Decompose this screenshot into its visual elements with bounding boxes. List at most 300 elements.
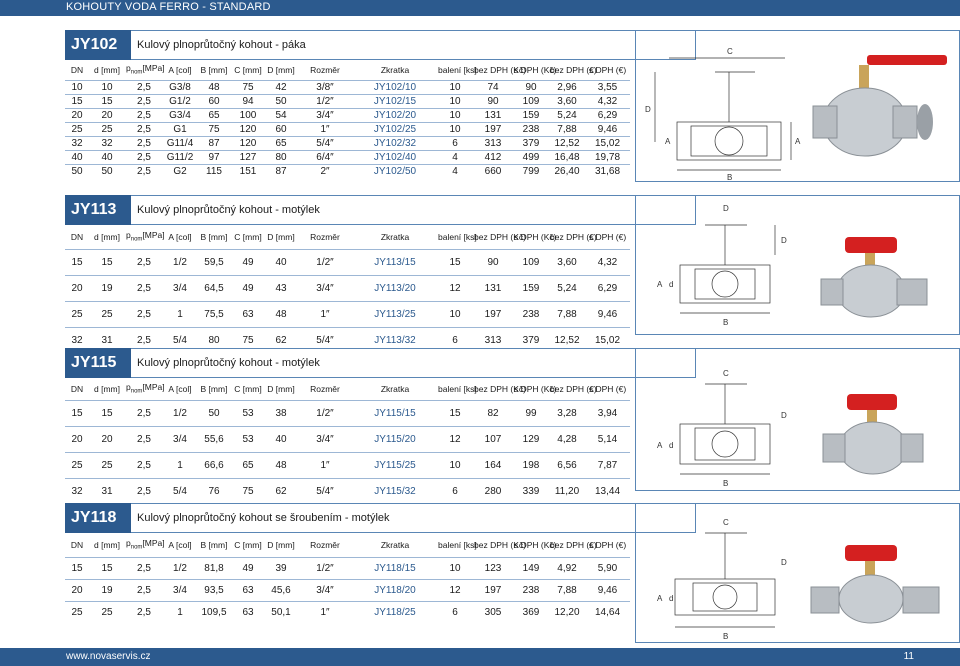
cell-dd: 40	[265, 249, 297, 275]
cell-d: 20	[89, 426, 125, 452]
pressure-subscript: nom	[130, 237, 143, 244]
cell-zkratka: JY113/20	[353, 275, 437, 301]
dim-dsmall-label: d	[669, 594, 674, 603]
cell-zkratka: JY113/15	[353, 249, 437, 275]
column-header-a: A [col]	[168, 383, 192, 394]
column-header-dd: D [mm]	[267, 539, 295, 550]
table-row	[65, 94, 630, 108]
cell-c: 49	[231, 557, 265, 579]
cell-bez_kc: 280	[473, 478, 513, 504]
cell-dn: 20	[65, 108, 89, 122]
cell-s_kc: 379	[513, 136, 549, 150]
dim-d-label: D	[781, 558, 787, 567]
table-row	[65, 426, 630, 452]
cell-s_kc: 238	[513, 122, 549, 136]
cell-bez_eur: 11,20	[549, 478, 585, 504]
cell-dn: 20	[65, 426, 89, 452]
cell-zkratka: JY115/32	[353, 478, 437, 504]
cell-a: 3/4	[163, 275, 197, 301]
cell-dd: 40	[265, 426, 297, 452]
column-header-s_eur: s DPH (€)	[588, 64, 627, 75]
cell-bez_kc: 412	[473, 150, 513, 164]
cell-baleni: 15	[437, 249, 473, 275]
table-row	[65, 108, 630, 122]
cell-b: 87	[197, 136, 231, 150]
cell-c: 100	[231, 108, 265, 122]
cell-rozmer: 3/4″	[297, 275, 353, 301]
column-header-dd: D [mm]	[267, 383, 295, 394]
cell-bez_kc: 107	[473, 426, 513, 452]
cell-zkratka: JY102/32	[353, 136, 437, 150]
product-table	[65, 225, 630, 353]
cell-bez_eur: 7,88	[549, 122, 585, 136]
table-row	[65, 80, 630, 94]
cell-a: 1/2	[163, 400, 197, 426]
product-name: Kulový plnoprůtočný kohout se šroubením - motýlek	[137, 512, 390, 524]
cell-p: 2,5	[125, 108, 163, 122]
cell-p: 2,5	[125, 301, 163, 327]
cell-baleni: 10	[437, 80, 473, 94]
cell-zkratka: JY115/25	[353, 452, 437, 478]
cell-rozmer: 1/2″	[297, 557, 353, 579]
column-header-s_kc: s DPH (Kč)	[514, 383, 557, 394]
cell-dn: 20	[65, 579, 89, 601]
cell-dn: 25	[65, 452, 89, 478]
cell-dd: 50,1	[265, 601, 297, 623]
cell-bez_kc: 90	[473, 94, 513, 108]
column-header-dd: D [mm]	[267, 64, 295, 75]
cell-bez_eur: 12,52	[549, 136, 585, 150]
dim-dsmall-label: d	[669, 280, 674, 289]
cell-s_kc: 159	[513, 108, 549, 122]
pressure-unit: [MPa]	[142, 230, 165, 241]
cell-bez_kc: 197	[473, 579, 513, 601]
column-header-rozmer: Rozměr	[310, 231, 340, 242]
dim-c-label: C	[723, 369, 729, 378]
cell-baleni: 12	[437, 275, 473, 301]
cell-c: 75	[231, 478, 265, 504]
cell-bez_eur: 7,88	[549, 301, 585, 327]
cell-dd: 87	[265, 164, 297, 178]
section-header	[65, 503, 625, 533]
cell-bez_eur: 3,28	[549, 400, 585, 426]
pressure-unit: [MPa]	[142, 63, 165, 74]
table-row	[65, 400, 630, 426]
dim-a-label: A	[657, 594, 663, 603]
cell-dn: 10	[65, 80, 89, 94]
cell-s_kc: 99	[513, 400, 549, 426]
cell-d: 15	[89, 249, 125, 275]
cell-a: G2	[163, 164, 197, 178]
cell-d: 25	[89, 301, 125, 327]
column-header-b: B [mm]	[200, 231, 228, 242]
cell-dn: 25	[65, 601, 89, 623]
column-header-dn: DN	[70, 231, 84, 242]
column-header-b: B [mm]	[200, 64, 228, 75]
cell-s_eur: 7,87	[585, 452, 630, 478]
table-row	[65, 557, 630, 579]
column-header-a: A [col]	[168, 539, 192, 550]
cell-b: 80	[197, 327, 231, 353]
cell-c: 53	[231, 426, 265, 452]
jy118-technical-drawing	[635, 503, 960, 643]
table-row	[65, 301, 630, 327]
catalog-title: KOHOUTY VODA FERRO - STANDARD	[66, 1, 271, 13]
top-bar	[0, 0, 960, 16]
cell-b: 75,5	[197, 301, 231, 327]
product-table	[65, 60, 630, 178]
product-title-bar	[131, 503, 696, 533]
cell-rozmer: 3/4″	[297, 426, 353, 452]
cell-bez_kc: 131	[473, 275, 513, 301]
cell-d: 40	[89, 150, 125, 164]
cell-s_kc: 369	[513, 601, 549, 623]
cell-baleni: 4	[437, 150, 473, 164]
cell-baleni: 10	[437, 557, 473, 579]
column-header-dn: DN	[70, 539, 84, 550]
cell-bez_eur: 26,40	[549, 164, 585, 178]
cell-baleni: 12	[437, 426, 473, 452]
pressure-unit: [MPa]	[142, 382, 165, 393]
product-table	[65, 378, 630, 504]
table-row	[65, 579, 630, 601]
product-name: Kulový plnoprůtočný kohout - motýlek	[137, 357, 320, 369]
cell-d: 25	[89, 452, 125, 478]
dim-b-label: B	[727, 173, 733, 182]
cell-a: 3/4	[163, 579, 197, 601]
cell-a: 1	[163, 301, 197, 327]
dim-c-label: C	[723, 518, 729, 527]
cell-p: 2,5	[125, 579, 163, 601]
cell-s_eur: 13,44	[585, 478, 630, 504]
cell-c: 49	[231, 275, 265, 301]
cell-dd: 65	[265, 136, 297, 150]
column-header-c: C [mm]	[234, 539, 262, 550]
cell-zkratka: JY115/20	[353, 426, 437, 452]
website-link[interactable]: www.novaservis.cz	[66, 651, 151, 662]
column-header-a: A [col]	[168, 231, 192, 242]
cell-rozmer: 3/4″	[297, 108, 353, 122]
column-header-d: d [mm]	[94, 231, 120, 242]
cell-s_eur: 3,94	[585, 400, 630, 426]
cell-dn: 20	[65, 275, 89, 301]
cell-s_eur: 6,29	[585, 275, 630, 301]
cell-p: 2,5	[125, 94, 163, 108]
cell-bez_eur: 3,60	[549, 249, 585, 275]
cell-zkratka: JY102/10	[353, 80, 437, 94]
product-title-bar	[131, 348, 696, 378]
cell-b: 115	[197, 164, 231, 178]
column-header-s_eur: s DPH (€)	[588, 231, 627, 242]
cell-d: 50	[89, 164, 125, 178]
cell-a: G3/8	[163, 80, 197, 94]
cell-bez_kc: 123	[473, 557, 513, 579]
jy113-technical-drawing	[635, 195, 960, 335]
column-header-bez_kc: bez DPH (Kč)	[474, 539, 526, 550]
section-header	[65, 348, 625, 378]
pressure-subscript: nom	[130, 545, 143, 552]
cell-rozmer: 1″	[297, 301, 353, 327]
column-header-rozmer: Rozměr	[310, 539, 340, 550]
cell-s_eur: 9,46	[585, 122, 630, 136]
pressure-symbol: p	[126, 538, 131, 549]
column-header-s_kc: s DPH (Kč)	[514, 64, 557, 75]
column-header-p	[125, 225, 163, 249]
cell-c: 151	[231, 164, 265, 178]
cell-p: 2,5	[125, 122, 163, 136]
cell-c: 120	[231, 122, 265, 136]
dim-a-label: A	[657, 441, 663, 450]
cell-bez_kc: 660	[473, 164, 513, 178]
table-row	[65, 150, 630, 164]
section-header	[65, 30, 625, 60]
dim-b-label: B	[723, 318, 729, 327]
column-header-baleni: balení [ks]	[438, 539, 477, 550]
cell-c: 49	[231, 249, 265, 275]
cell-dd: 50	[265, 94, 297, 108]
cell-b: 50	[197, 400, 231, 426]
cell-bez_eur: 16,48	[549, 150, 585, 164]
cell-p: 2,5	[125, 275, 163, 301]
cell-dn: 32	[65, 136, 89, 150]
pressure-unit: [MPa]	[142, 538, 165, 549]
page-footer	[0, 648, 960, 666]
product-code-badge: JY113	[65, 195, 131, 225]
cell-zkratka: JY102/50	[353, 164, 437, 178]
cell-s_kc: 90	[513, 80, 549, 94]
cell-s_eur: 5,90	[585, 557, 630, 579]
cell-c: 63	[231, 601, 265, 623]
cell-a: 1	[163, 601, 197, 623]
jy113-illustration	[635, 195, 960, 335]
product-title-bar	[131, 195, 696, 225]
cell-p: 2,5	[125, 400, 163, 426]
cell-zkratka: JY118/20	[353, 579, 437, 601]
cell-dd: 39	[265, 557, 297, 579]
cell-s_eur: 15,02	[585, 136, 630, 150]
cell-dn: 15	[65, 94, 89, 108]
cell-bez_kc: 164	[473, 452, 513, 478]
cell-bez_kc: 197	[473, 122, 513, 136]
cell-b: 48	[197, 80, 231, 94]
column-header-s_kc: s DPH (Kč)	[514, 231, 557, 242]
cell-dd: 45,6	[265, 579, 297, 601]
cell-a: G1	[163, 122, 197, 136]
cell-bez_eur: 12,20	[549, 601, 585, 623]
column-header-zkratka: Zkratka	[380, 231, 410, 242]
section-jy118	[65, 503, 625, 623]
product-code-badge: JY115	[65, 348, 131, 378]
cell-d: 19	[89, 579, 125, 601]
cell-rozmer: 5/4″	[297, 478, 353, 504]
cell-zkratka: JY102/20	[353, 108, 437, 122]
cell-dd: 54	[265, 108, 297, 122]
cell-bez_eur: 6,56	[549, 452, 585, 478]
cell-b: 81,8	[197, 557, 231, 579]
cell-p: 2,5	[125, 426, 163, 452]
cell-d: 15	[89, 400, 125, 426]
cell-zkratka: JY102/25	[353, 122, 437, 136]
dim-b-label: B	[723, 632, 729, 641]
cell-rozmer: 5/4″	[297, 136, 353, 150]
cell-b: 93,5	[197, 579, 231, 601]
pressure-symbol: p	[126, 230, 131, 241]
column-header-c: C [mm]	[234, 231, 262, 242]
cell-dd: 42	[265, 80, 297, 94]
page-number: 11	[903, 651, 914, 662]
cell-p: 2,5	[125, 478, 163, 504]
cell-a: 5/4	[163, 327, 197, 353]
cell-zkratka: JY102/15	[353, 94, 437, 108]
product-name: Kulový plnoprůtočný kohout - motýlek	[137, 204, 320, 216]
cell-rozmer: 1/2″	[297, 94, 353, 108]
column-header-zkratka: Zkratka	[380, 539, 410, 550]
product-table	[65, 533, 630, 623]
product-title-bar	[131, 30, 696, 60]
cell-a: G3/4	[163, 108, 197, 122]
cell-rozmer: 1″	[297, 601, 353, 623]
cell-bez_kc: 82	[473, 400, 513, 426]
cell-bez_eur: 12,52	[549, 327, 585, 353]
dim-d-label: D	[645, 105, 651, 114]
cell-s_kc: 149	[513, 557, 549, 579]
pressure-symbol: p	[126, 63, 131, 74]
cell-dn: 15	[65, 400, 89, 426]
cell-zkratka: JY118/15	[353, 557, 437, 579]
cell-p: 2,5	[125, 249, 163, 275]
cell-dd: 43	[265, 275, 297, 301]
cell-zkratka: JY113/25	[353, 301, 437, 327]
section-jy115	[65, 348, 625, 504]
table-row	[65, 249, 630, 275]
cell-b: 97	[197, 150, 231, 164]
cell-p: 2,5	[125, 150, 163, 164]
cell-s_kc: 109	[513, 94, 549, 108]
column-header-dn: DN	[70, 64, 84, 75]
cell-rozmer: 1″	[297, 452, 353, 478]
cell-dd: 48	[265, 452, 297, 478]
dim-a-label: A	[657, 280, 663, 289]
cell-p: 2,5	[125, 136, 163, 150]
column-header-bez_kc: bez DPH (Kč)	[474, 383, 526, 394]
cell-s_eur: 9,46	[585, 579, 630, 601]
column-header-d: d [mm]	[94, 539, 120, 550]
column-header-bez_eur: bez DPH (€)	[550, 64, 597, 75]
cell-bez_eur: 2,96	[549, 80, 585, 94]
cell-s_kc: 109	[513, 249, 549, 275]
column-header-dd: D [mm]	[267, 231, 295, 242]
cell-a: G1/2	[163, 94, 197, 108]
cell-d: 25	[89, 601, 125, 623]
cell-c: 75	[231, 80, 265, 94]
cell-d: 31	[89, 327, 125, 353]
cell-bez_eur: 3,60	[549, 94, 585, 108]
cell-p: 2,5	[125, 327, 163, 353]
column-header-c: C [mm]	[234, 383, 262, 394]
product-code-badge: JY118	[65, 503, 131, 533]
cell-baleni: 6	[437, 327, 473, 353]
dim-dsmall-label: d	[669, 441, 674, 450]
jy118-illustration	[635, 503, 960, 643]
cell-a: 1/2	[163, 249, 197, 275]
cell-bez_eur: 7,88	[549, 579, 585, 601]
cell-bez_eur: 5,24	[549, 275, 585, 301]
column-header-p	[125, 533, 163, 557]
dim-d2-label: D	[781, 236, 787, 245]
cell-baleni: 10	[437, 452, 473, 478]
cell-rozmer: 2″	[297, 164, 353, 178]
column-header-rozmer: Rozměr	[310, 64, 340, 75]
cell-c: 53	[231, 400, 265, 426]
table-row	[65, 478, 630, 504]
cell-rozmer: 5/4″	[297, 327, 353, 353]
column-header-baleni: balení [ks]	[438, 231, 477, 242]
cell-bez_eur: 4,28	[549, 426, 585, 452]
cell-a: G11/2	[163, 150, 197, 164]
cell-b: 59,5	[197, 249, 231, 275]
cell-rozmer: 1/2″	[297, 249, 353, 275]
table-row	[65, 275, 630, 301]
product-name: Kulový plnoprůtočný kohout - páka	[137, 39, 306, 51]
column-header-d: d [mm]	[94, 383, 120, 394]
jy115-illustration	[635, 348, 960, 491]
cell-c: 75	[231, 327, 265, 353]
column-header-a: A [col]	[168, 64, 192, 75]
column-header-bez_kc: bez DPH (Kč)	[474, 64, 526, 75]
cell-a: 3/4	[163, 426, 197, 452]
cell-s_kc: 799	[513, 164, 549, 178]
cell-bez_kc: 131	[473, 108, 513, 122]
cell-dn: 25	[65, 122, 89, 136]
cell-zkratka: JY102/40	[353, 150, 437, 164]
dim-d-label: D	[781, 411, 787, 420]
cell-bez_kc: 305	[473, 601, 513, 623]
column-header-p	[125, 60, 163, 80]
cell-dn: 32	[65, 327, 89, 353]
cell-dn: 25	[65, 301, 89, 327]
cell-c: 94	[231, 94, 265, 108]
cell-b: 76	[197, 478, 231, 504]
cell-dd: 48	[265, 301, 297, 327]
pressure-subscript: nom	[130, 389, 143, 396]
cell-baleni: 10	[437, 108, 473, 122]
cell-p: 2,5	[125, 164, 163, 178]
jy115-technical-drawing	[635, 348, 960, 491]
dim-b-label: B	[723, 479, 729, 488]
cell-s_kc: 129	[513, 426, 549, 452]
column-header-b: B [mm]	[200, 539, 228, 550]
cell-rozmer: 1/2″	[297, 400, 353, 426]
cell-c: 127	[231, 150, 265, 164]
cell-s_eur: 9,46	[585, 301, 630, 327]
cell-dn: 32	[65, 478, 89, 504]
cell-baleni: 6	[437, 601, 473, 623]
cell-dd: 60	[265, 122, 297, 136]
cell-b: 60	[197, 94, 231, 108]
cell-d: 19	[89, 275, 125, 301]
cell-baleni: 4	[437, 164, 473, 178]
dim-d-label: D	[723, 204, 729, 213]
column-header-baleni: balení [ks]	[438, 383, 477, 394]
cell-s_kc: 339	[513, 478, 549, 504]
cell-bez_kc: 313	[473, 327, 513, 353]
cell-b: 109,5	[197, 601, 231, 623]
column-header-rozmer: Rozměr	[310, 383, 340, 394]
cell-s_eur: 14,64	[585, 601, 630, 623]
cell-baleni: 10	[437, 301, 473, 327]
cell-bez_eur: 5,24	[549, 108, 585, 122]
cell-s_eur: 6,29	[585, 108, 630, 122]
